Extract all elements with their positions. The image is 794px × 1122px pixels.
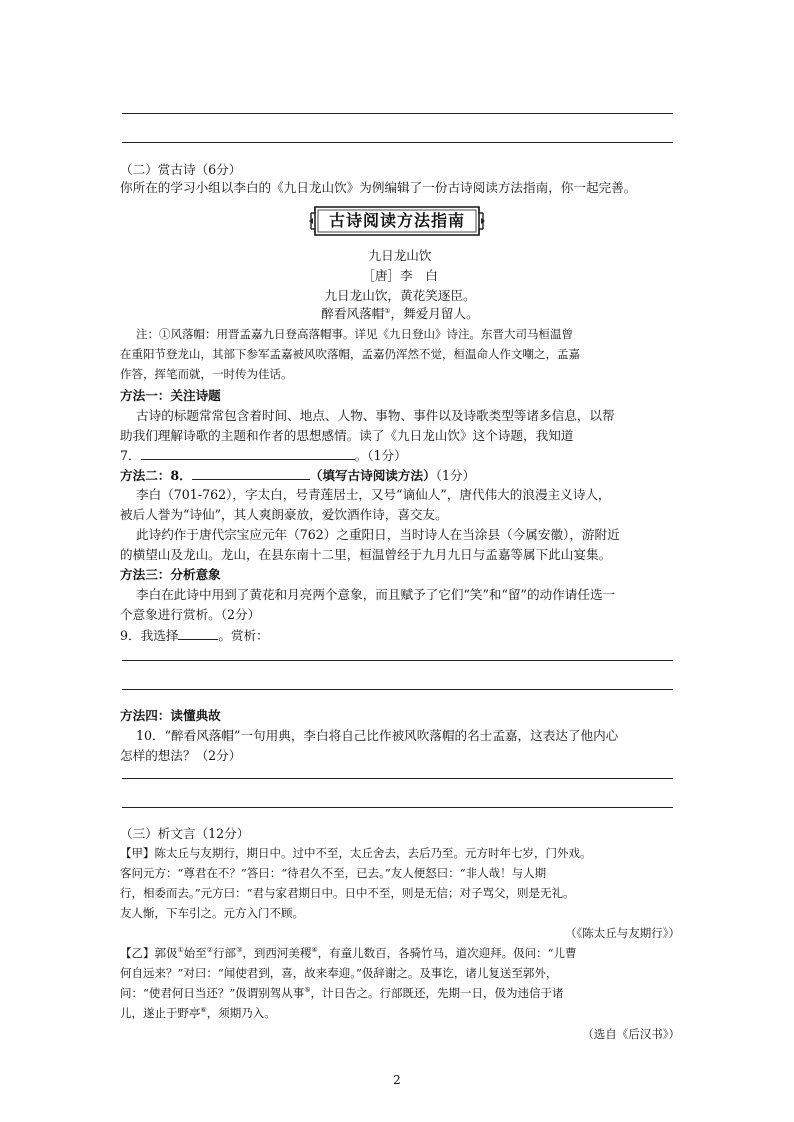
- passage-yi-line-1: 【乙】郭伋①始至②行部③，到西河美稷④，有童儿数百，各骑竹马，道次迎拜。伋问：“儿曹: [120, 946, 577, 960]
- answer-line[interactable]: [122, 689, 673, 690]
- method3-para-1: 李白在此诗中用到了黄花和月亮两个意象，而且赋予了它们“笑”和“留”的动作请任选一: [136, 587, 616, 602]
- method2-para-4: 的横望山及龙山。龙山，在县东南十二里，桓温曾经于九月九日与孟嘉等属下此山宴集。: [120, 547, 612, 562]
- method3-heading: 方法三：分析意象: [120, 567, 221, 582]
- section2-intro: 你所在的学习小组以李白的《九日龙山饮》为例编辑了一份古诗阅读方法指南，你一起完善。: [120, 180, 637, 195]
- answer-line[interactable]: [122, 113, 673, 114]
- banner-title: 古诗阅读方法指南: [328, 211, 465, 230]
- answer-line[interactable]: [122, 142, 673, 143]
- passage-yi-source: （选自《后汉书》）: [582, 1027, 680, 1041]
- method4-heading: 方法四：读懂典故: [120, 708, 221, 723]
- passage-yi-line-4: 儿，遂止于野亭⑥，须期乃入。: [120, 1006, 276, 1020]
- question-10-line-1: 10．“醉看风落帽”一句用典，李白将自己比作被风吹落帽的名士孟嘉，这表达了他内心: [136, 728, 619, 743]
- poem-title: 九日龙山饮: [368, 248, 432, 263]
- method2-para-2: 被后人誉为“诗仙”，其人爽朗豪放，爱饮酒作诗，喜交友。: [120, 507, 448, 522]
- method1-para-2: 助我们理解诗歌的主题和作者的思想感情。读了《九日龙山饮》这个诗题，我知道: [120, 428, 574, 443]
- passage-yi-line-2: 何自远来？”对曰：“闻使君到，喜，故来奉迎。”伋辞谢之。及事讫，诸儿复送至郭外，: [120, 966, 558, 980]
- section3-heading: （三）析文言（12分）: [120, 826, 250, 841]
- question-7: 7． 。（1分）: [120, 448, 407, 463]
- method2-heading: 方法二：8． （填写古诗阅读方法）（1分）: [120, 468, 476, 483]
- method3-para-2: 个意象进行赏析。（2分）: [120, 607, 261, 622]
- method2-para-3: 此诗约作于唐代宗宝应元年（762）之重阳日，当时诗人在当涂县（今属安徽），游附近: [136, 527, 620, 542]
- method1-para-1: 古诗的标题常常包含着时间、地点、人物、事物、事件以及诗歌类型等诸多信息，以帮: [136, 408, 615, 423]
- answer-line[interactable]: [122, 660, 673, 661]
- q8-blank[interactable]: [192, 467, 310, 480]
- method2-para-1: 李白（701-762），字太白，号青莲居士，又号“谪仙人”，唐代伟大的浪漫主义诗人，: [136, 487, 611, 502]
- question-10-line-2: 怎样的想法？（2分）: [120, 748, 242, 763]
- question-9: 9．我选择 。赏析：: [120, 628, 269, 643]
- answer-line[interactable]: [122, 778, 673, 779]
- section2-heading: （二）赏古诗（6分）: [120, 162, 242, 177]
- passage-jia-source: （《陈太丘与友期行》）: [565, 926, 680, 940]
- passage-yi-line-3: 问：“使君何日当还？”伋谓别驾从事⑤，计日告之。行部既还，先期一日，伋为违信于诸: [120, 986, 564, 1000]
- method1-heading: 方法一：关注诗题: [120, 388, 221, 403]
- q7-blank[interactable]: [141, 447, 355, 460]
- poem-line-1: 九日龙山饮，黄花笑逐臣。: [324, 288, 476, 303]
- page-number: 2: [393, 1073, 401, 1087]
- note-line-1: 注：①风落帽：用晋孟嘉九日登高落帽事。详见《九日登山》诗注。东晋大司马桓温曾: [136, 327, 573, 341]
- passage-jia-line-2: 客问元方：“尊君在不？”答曰：“待君久不至，已去。”友人便怒曰：“非人哉！与人期: [120, 866, 547, 880]
- passage-jia-line-4: 友人惭，下车引之。元方入门不顾。: [120, 906, 304, 920]
- poem-author: ［唐］李 白: [362, 268, 438, 283]
- answer-line[interactable]: [122, 807, 673, 808]
- note-line-3: 作答，挥笔而就，一时传为佳话。: [120, 367, 293, 381]
- q9-blank[interactable]: [178, 627, 218, 640]
- note-line-2: 在重阳节登龙山，其部下参军孟嘉被风吹落帽，孟嘉仍浑然不觉，桓温命人作文嘲之，孟嘉: [120, 347, 580, 361]
- passage-jia-line-1: 【甲】陈太丘与友期行，期日中。过中不至，太丘舍去，去后乃至。元方时年七岁，门外戏。: [120, 846, 592, 860]
- guide-banner: [309, 203, 485, 239]
- poem-line-2: 醉看风落帽①，舞爱月留人。: [321, 306, 479, 321]
- passage-jia-line-3: 行，相委而去。”元方曰：“君与家君期日中。日中不至，则是无信；对子骂父，则是无礼。: [120, 886, 575, 900]
